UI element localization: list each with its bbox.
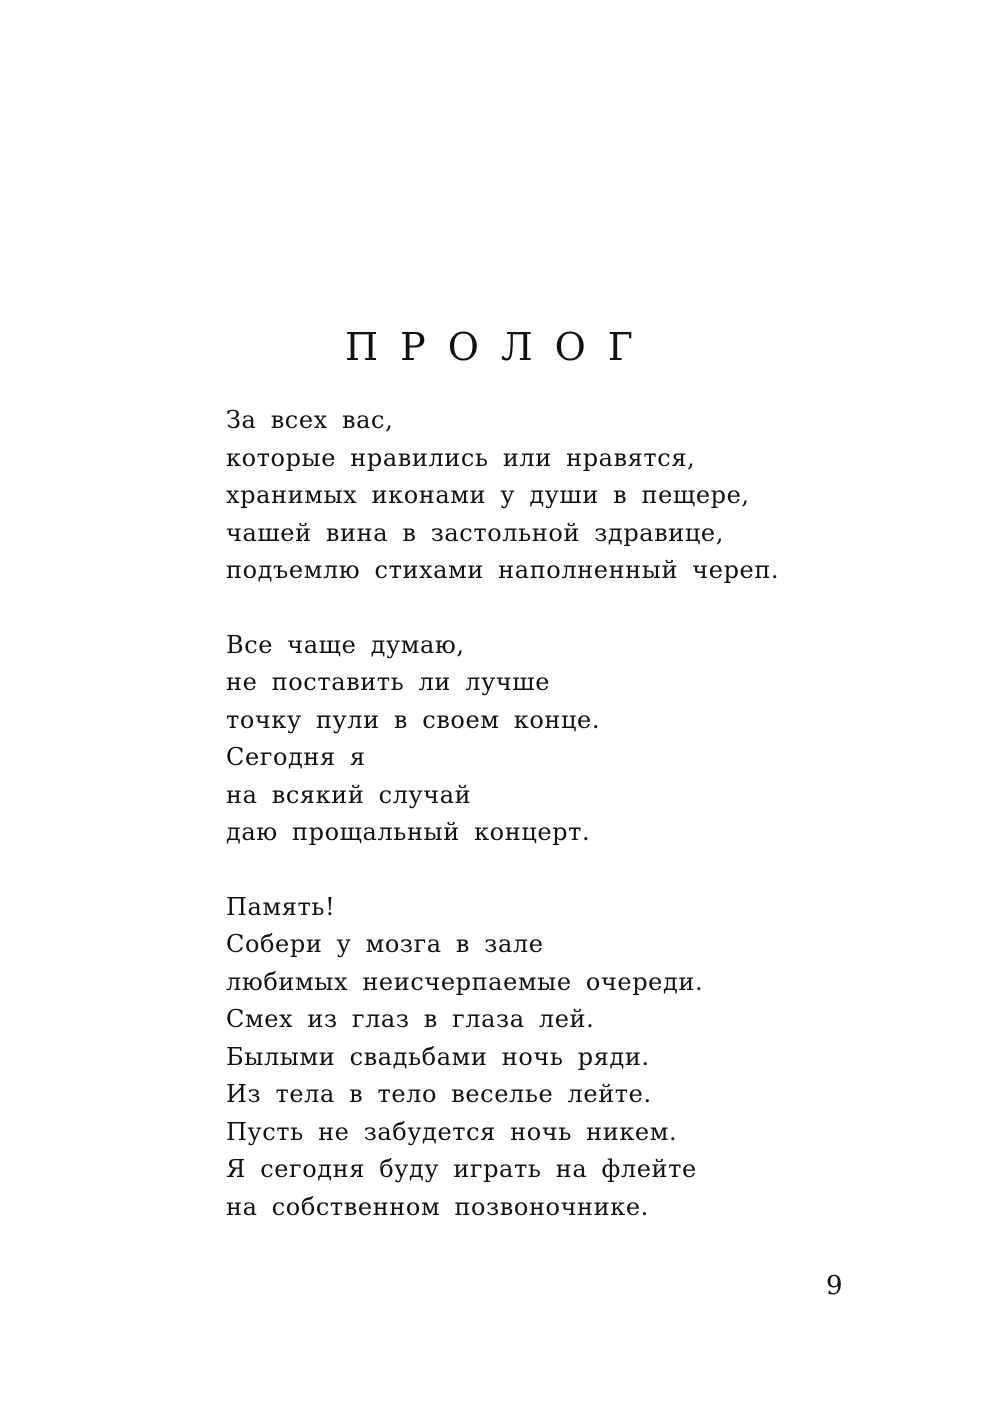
poem-line: хранимых иконами у души в пещере, <box>226 481 750 509</box>
poem-line: Собери у мозга в зале <box>226 930 544 958</box>
poem-line: Все чаще думаю, <box>226 630 465 659</box>
stanza-1 <box>226 402 866 590</box>
poem-line: на собственном позвоночнике. <box>226 1192 649 1221</box>
poem-line: Память! <box>226 892 336 921</box>
page-title: ПРОЛОГ <box>345 325 655 369</box>
poem-line: которые нравились или нравятся, <box>226 443 696 472</box>
poem-line: чашей вина в застольной здравице, <box>226 518 724 547</box>
stanza-2 <box>226 627 866 852</box>
poem-line: Я сегодня буду играть на флейте <box>226 1155 697 1183</box>
poem <box>226 402 866 1226</box>
poem-line: на всякий случай <box>226 780 472 809</box>
page-number: 9 <box>826 1271 843 1301</box>
poem-line: Из тела в тело веселье лейте. <box>226 1080 652 1108</box>
poem-line: точку пули в своем конце. <box>226 705 601 734</box>
poem-line: Былыми свадьбами ночь ряди. <box>226 1042 650 1071</box>
poem-line: не поставить ли лучше <box>226 668 551 696</box>
stanza-3 <box>226 889 866 1227</box>
poem-line: даю прощальный концерт. <box>226 818 591 846</box>
poem-line: подъемлю стихами наполненный череп. <box>226 556 780 584</box>
poem-line: любимых неисчерпаемые очереди. <box>226 967 704 996</box>
poem-line: Смех из глаз в глаза лей. <box>226 1005 595 1033</box>
poem-line: Пусть не забудется ночь никем. <box>226 1117 678 1146</box>
poem-line: Сегодня я <box>226 743 366 771</box>
poem-line: За всех вас, <box>226 406 394 434</box>
